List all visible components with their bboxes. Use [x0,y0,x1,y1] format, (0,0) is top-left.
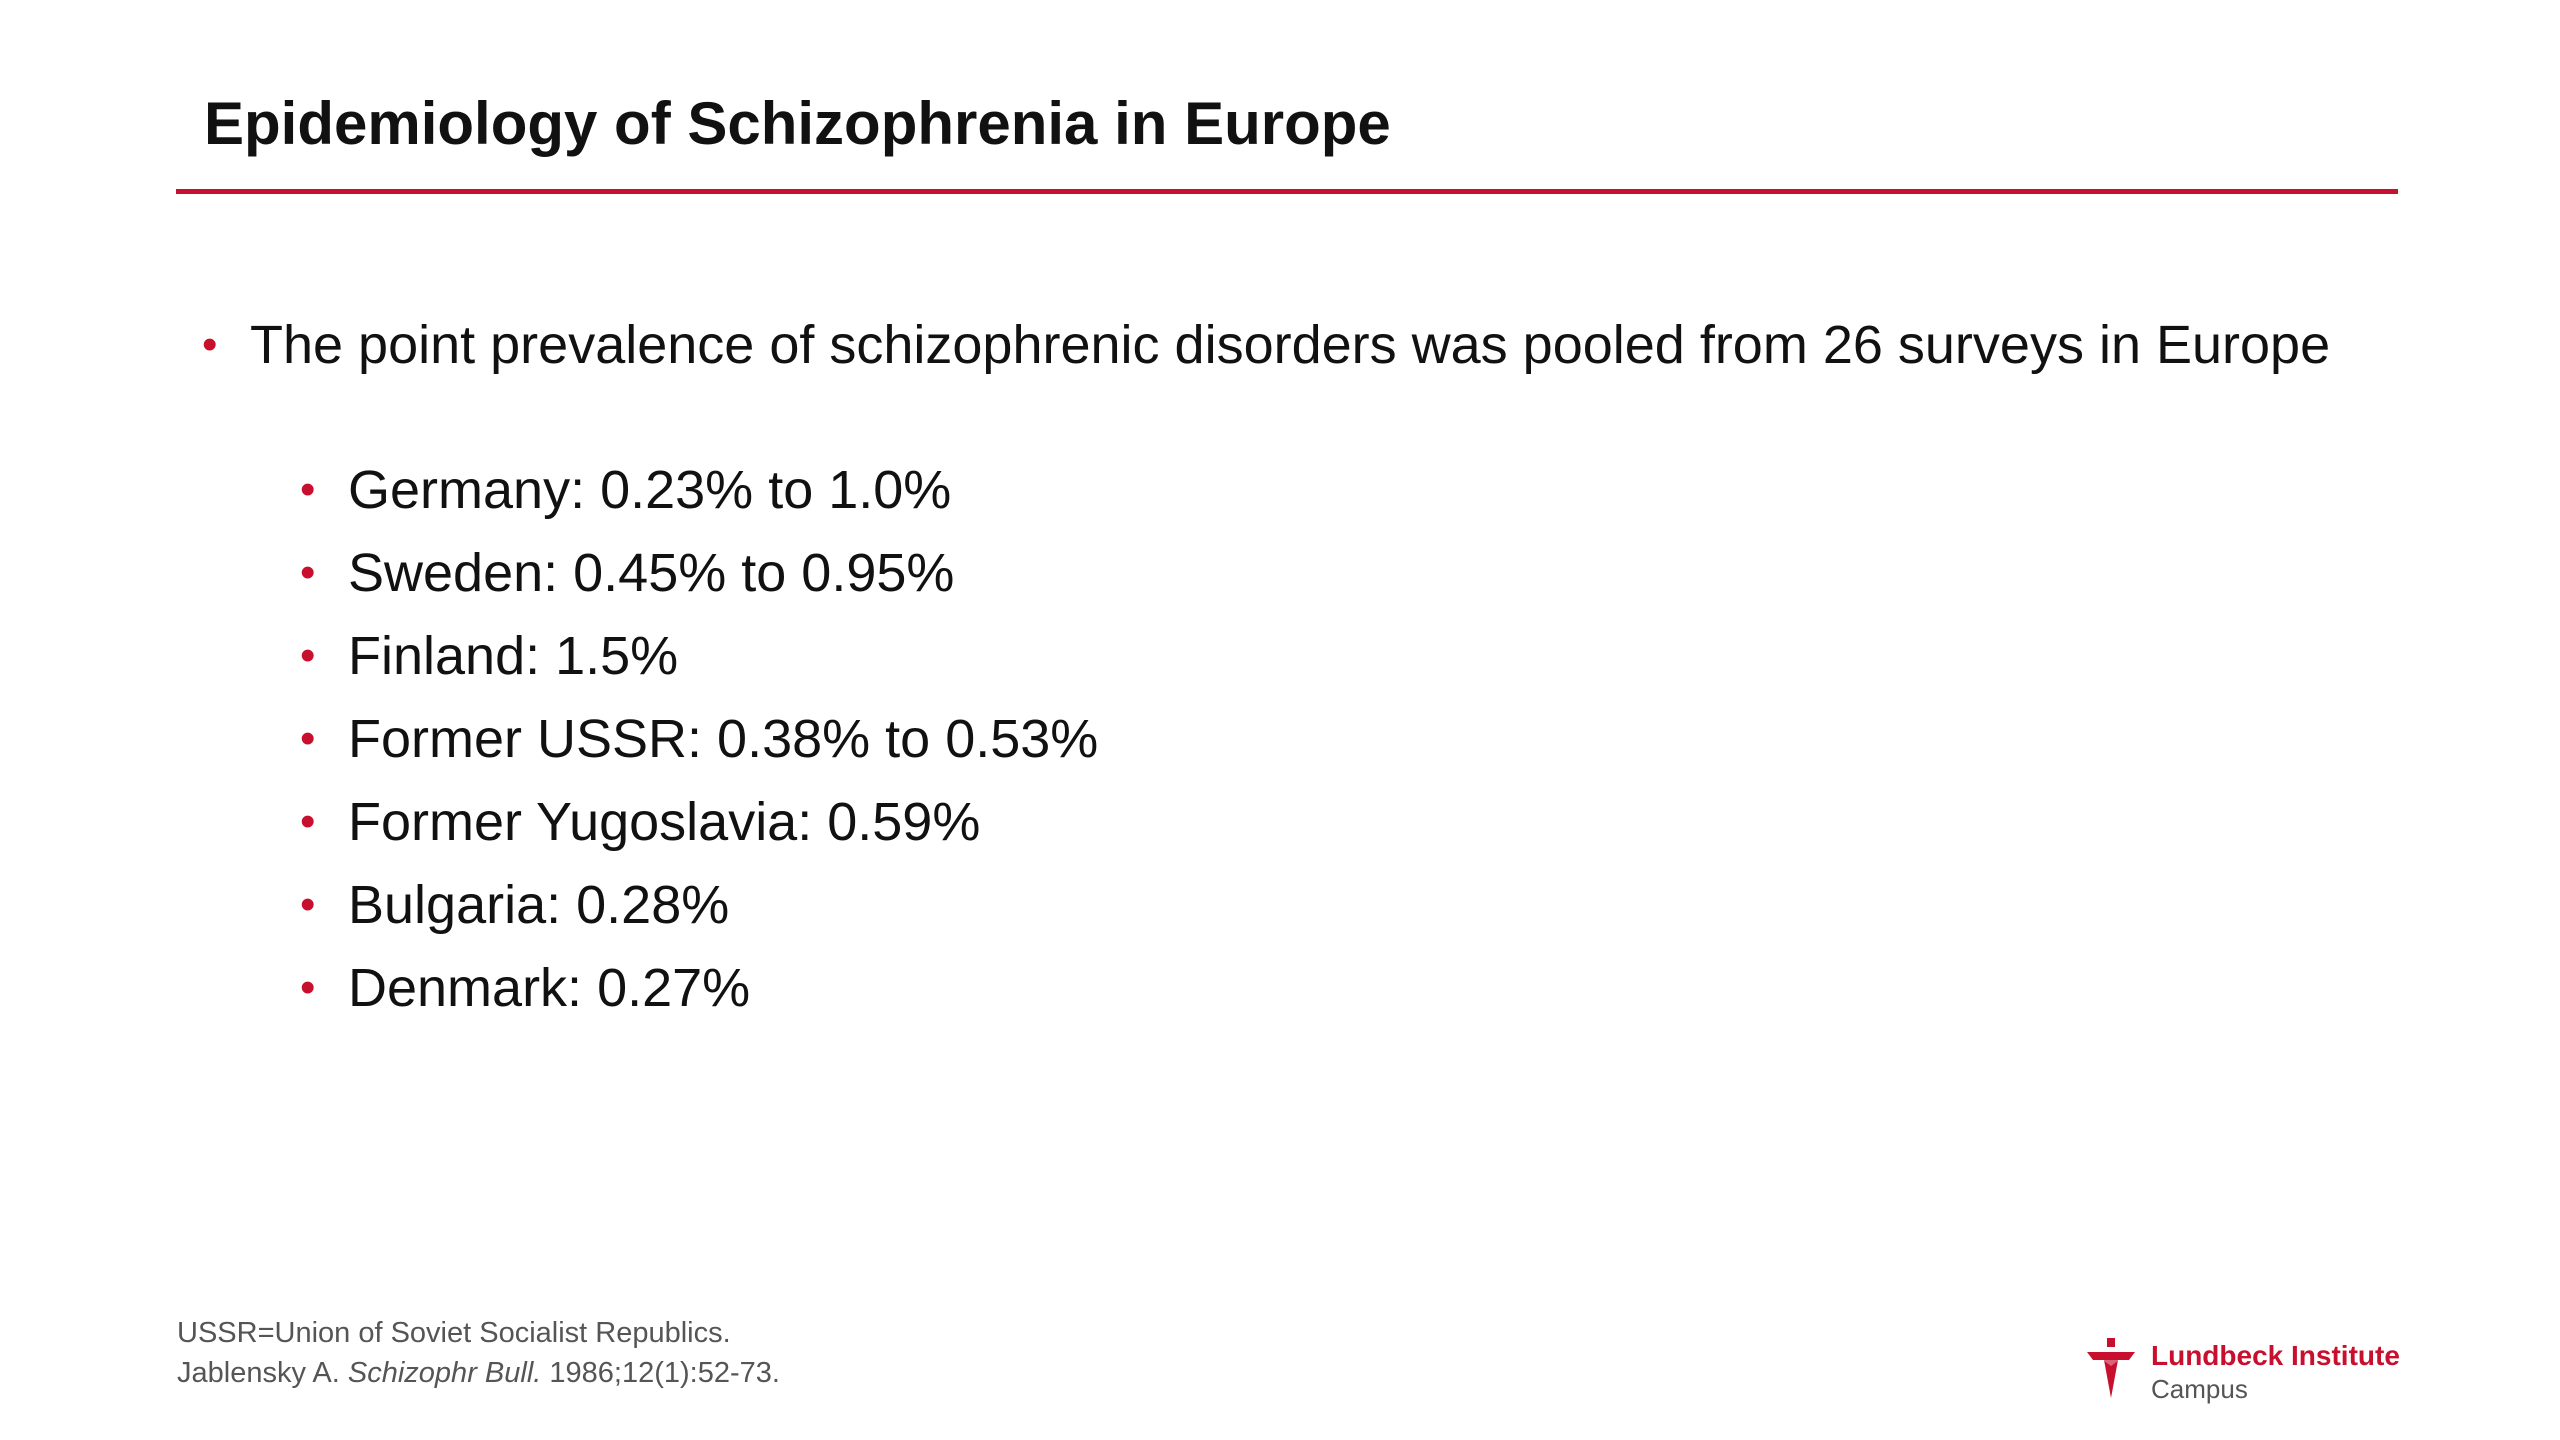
list-item [300,538,1800,621]
footnote-abbreviation: USSR=Union of Soviet Socialist Republics. [177,1317,731,1349]
bullet-icon: • [202,320,218,369]
bullet-icon: • [300,963,316,1012]
list-item-text: Bulgaria: 0.28% [348,875,730,935]
bullet-icon: • [300,465,316,514]
reference-citation: 1986;12(1):52-73. [549,1357,780,1389]
bullet-icon: • [300,548,316,597]
list-item [300,704,1800,787]
main-bullet-text: The point prevalence of schizophrenic disorders was pooled from 26 surveys in Europe [250,315,2331,375]
bullet-icon: • [300,714,316,763]
bullet-icon: • [300,880,316,929]
main-bullet [200,310,2350,380]
footnote [177,1313,780,1393]
lundbeck-logo-icon [2085,1338,2137,1400]
list-item-text: Former Yugoslavia: 0.59% [348,792,981,852]
bullet-icon: • [300,631,316,680]
list-item-text: Former USSR: 0.38% to 0.53% [348,709,1099,769]
bullet-icon: • [300,797,316,846]
title-divider [176,189,2398,194]
logo-subtitle: Campus [2151,1374,2248,1404]
list-item-text: Germany: 0.23% to 1.0% [348,460,952,520]
prevalence-list [300,455,1800,1036]
reference-journal: Schizophr Bull. [347,1357,542,1389]
lundbeck-logo [2085,1336,2405,1406]
list-item-text: Sweden: 0.45% to 0.95% [348,543,955,603]
list-item-text: Finland: 1.5% [348,626,679,686]
list-item [300,870,1800,953]
list-item [300,455,1800,538]
list-item [300,621,1800,704]
list-item [300,953,1800,1036]
footnote-reference [177,1353,780,1393]
list-item-text: Denmark: 0.27% [348,958,751,1018]
list-item [300,787,1800,870]
logo-name: Lundbeck Institute [2151,1340,2400,1371]
reference-author: Jablensky A. [177,1357,340,1389]
slide-title: Epidemiology of Schizophrenia in Europe [204,90,1391,157]
